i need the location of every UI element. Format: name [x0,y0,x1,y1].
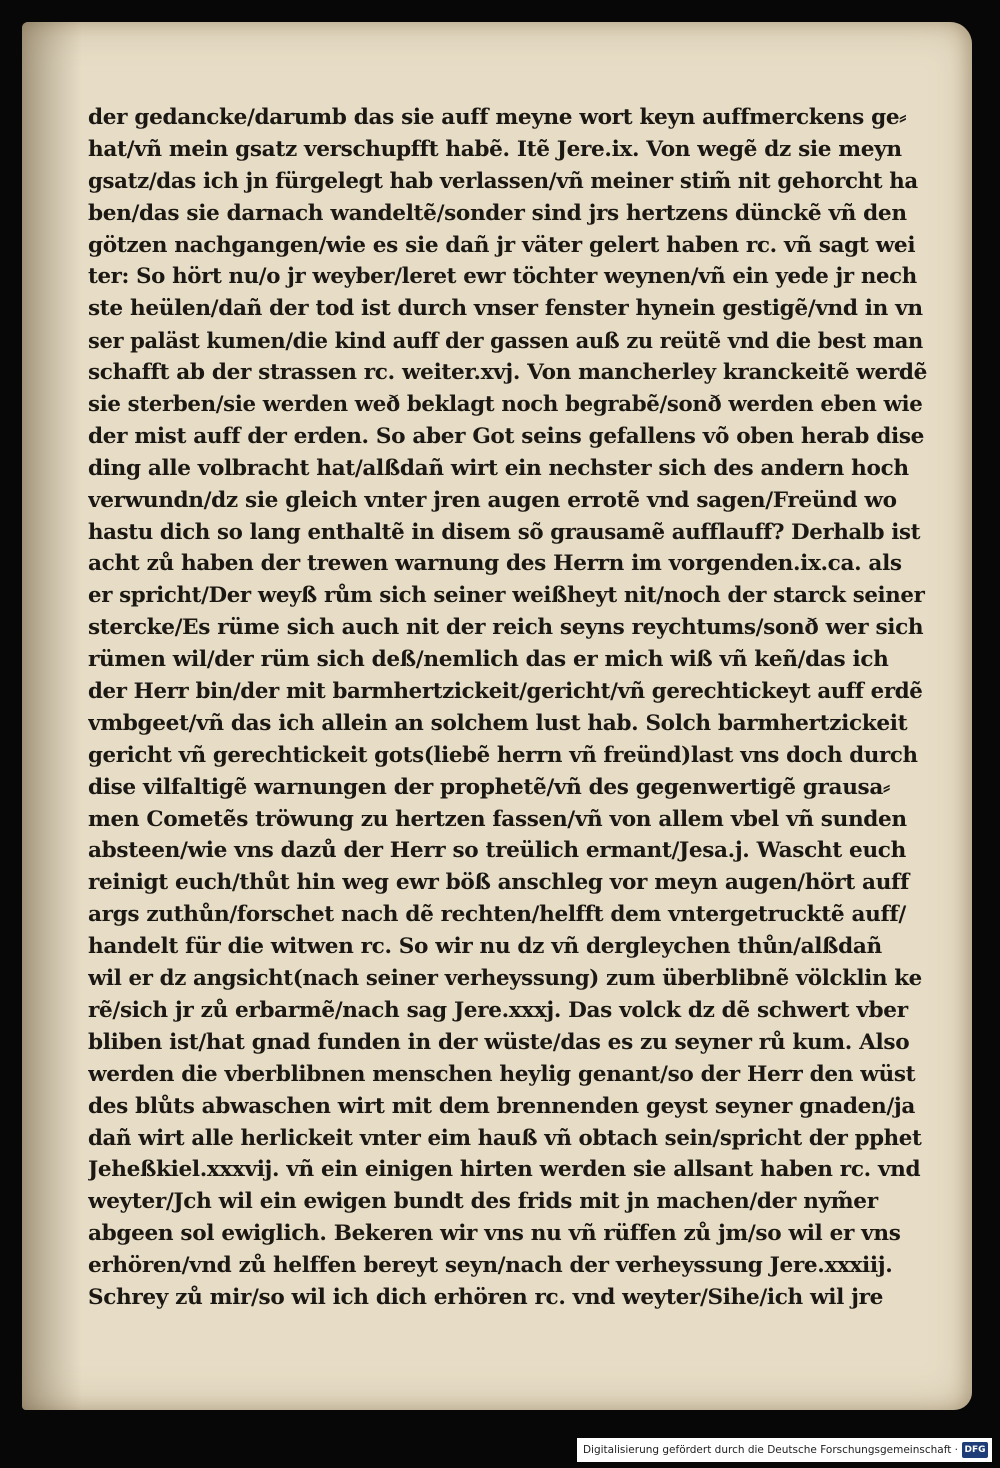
text-line: Schrey zů mir/so wil ich dich erhören rc. vnd weyter/Sihe/ich wil jre [88,1284,884,1310]
text-line: gsatz/das ich jn fürgelegt hab verlassen/vñ meiner stim̃ nit gehorcht ha [88,168,918,194]
text-line: ben/das sie darnach wandeltẽ/sonder sind jrs hertzens dünckẽ vñ den [88,200,907,226]
text-line: ser paläst kumen/die kind auff der gassen auß zu reütẽ vnd die best man [88,328,923,354]
text-line: götzen nachgangen/wie es sie dañ jr väter gelert haben rc. vñ sagt wei [88,232,916,258]
text-line: ding alle volbracht hat/alßdañ wirt ein nechster sich des andern hoch [88,455,909,481]
text-line: verwundn/dz sie gleich vnter jren augen errotẽ vnd sagen/Freünd wo [88,487,897,513]
text-line: er spricht/Der weyß rům sich seiner weißheyt nit/noch der starck seiner [88,583,925,609]
text-line: handelt für die witwen rc. So wir nu dz vñ dergleychen thůn/alßdañ [88,934,882,960]
text-line: sie sterben/sie werden weð beklagt noch begrabẽ/sonð werden eben wie [88,392,923,418]
text-line: hat/vñ mein gsatz verschupfft habẽ. Itẽ Jere.ix. Von wegẽ dz sie meyn [88,136,902,162]
text-line: hastu dich so lang enthaltẽ in disem sõ grausamẽ aufflauff? Derhalb ist [88,519,921,545]
text-line: abgeen sol ewiglich. Bekeren wir vns nu vñ rüffen zů jm/so wil er vns [88,1221,901,1247]
text-line: stercke/Es rüme sich auch nit der reich seyns reychtums/sonð wer sich [88,615,924,641]
text-line: Jeheßkiel.xxxvij. vñ ein einigen hirten werden sie allsant haben rc. vnd [88,1157,921,1183]
text-line: rümen wil/der rüm sich deß/nemlich das er mich wiß vñ keñ/das ich [88,647,889,673]
text-line: werden die vberblibnen menschen heylig genant/so der Herr den wüst [88,1061,916,1087]
credit-text: Digitalisierung gefördert durch die Deutsche Forschungsgemeinschaft · [582,1444,958,1456]
text-line: der mist auff der erden. So aber Got seins gefallens võ oben herab dise [88,423,925,449]
text-line: acht zů haben der trewen warnung des Herrn im vorgenden.ix.ca. als [88,551,902,577]
text-line: dañ wirt alle herlickeit vnter eim hauß vñ obtach sein/spricht der pphet [88,1125,922,1151]
text-line: ste heülen/dañ der tod ist durch vnser fenster hynein gestigẽ/vnd in vn [88,296,923,322]
text-line: vmbgeet/vñ das ich allein an solchem lust hab. Solch barmhertzickeit [88,710,908,736]
text-line: rẽ/sich jr zů erbarmẽ/nach sag Jere.xxxj. Das volck dz dẽ schwert vber [88,997,908,1023]
text-line: schafft ab der strassen rc. weiter.xvj. Von mancherley kranckeitẽ werdẽ [88,360,928,386]
book-page [22,22,972,1410]
text-line: gericht vñ gerechtickeit gots(liebẽ herrn vñ freünd)last vns doch durch [88,742,918,768]
text-line: des blůts abwaschen wirt mit dem brennenden geyst seyner gnaden/ja [88,1093,916,1119]
text-line: der gedancke/darumb das sie auff meyne wort keyn auffmerckens ge⸗ [88,105,907,130]
dfg-logo: DFG [962,1442,988,1458]
text-line: bliben ist/hat gnad funden in der wüste/das es zu seyner rů kum. Also [88,1029,910,1055]
text-line: reinigt euch/thůt hin weg ewr böß anschleg vor meyn augen/hört auff [88,870,909,896]
text-line: wil er dz angsicht(nach seiner verheyssung) zum überblibnẽ völcklin ke [88,966,922,992]
text-line: absteen/wie vns dazů der Herr so treülich ermant/Jesa.j. Wascht euch [88,838,906,864]
text-line: ter: So hört nu/o jr weyber/leret ewr töchter weynen/vñ ein yede jr nech [88,264,917,290]
text-line: args zuthůn/forschet nach dẽ rechten/helfft dem vntergetrucktẽ auff/ [88,902,906,928]
digitization-credit [577,1438,992,1462]
page-text [88,102,928,1314]
text-line: dise vilfaltigẽ warnungen der prophetẽ/vñ des gegenwertigẽ grausa⸗ [88,774,890,800]
text-line: erhören/vnd zů helffen bereyt seyn/nach der verheyssung Jere.xxxiij. [88,1253,893,1279]
text-line: men Cometẽs tröwung zu hertzen fassen/vñ von allem vbel vñ sunden [88,806,907,832]
text-line: der Herr bin/der mit barmhertzickeit/gericht/vñ gerechtickeyt auff erdẽ [88,679,923,705]
text-line: weyter/Jch wil ein ewigen bundt des frids mit jn machen/der nym̃er [88,1189,878,1215]
